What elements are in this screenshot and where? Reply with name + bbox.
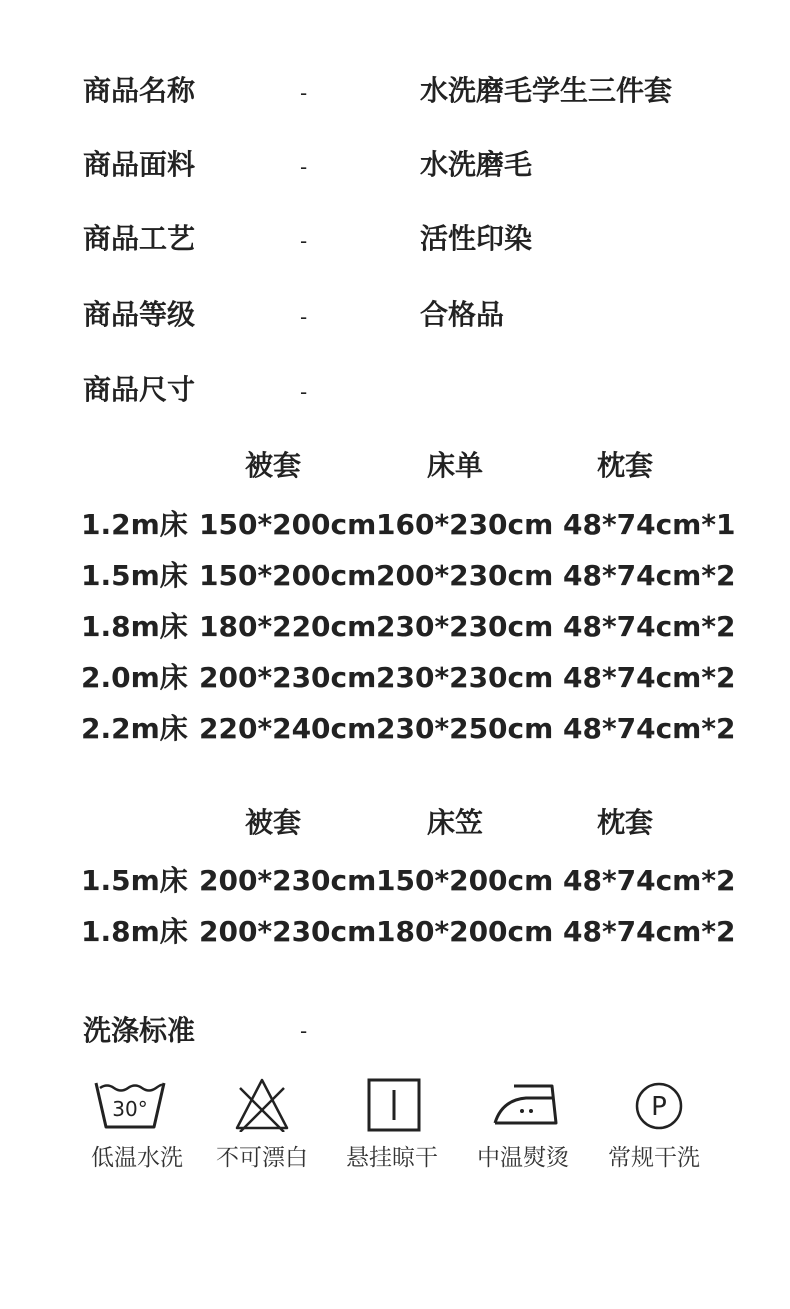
attr-value-fabric: 水洗磨毛 [420, 148, 533, 181]
duvet-size: 200*230cm [199, 864, 377, 897]
pillowcase-size: 48*74cm*1 [563, 508, 736, 541]
pillowcase-size: 48*74cm*2 [563, 864, 736, 897]
pillowcase-size: 48*74cm*2 [563, 661, 736, 694]
bed-size: 2.0m床 [81, 661, 188, 694]
dry-clean-p-icon [634, 1081, 684, 1131]
pillowcase-size: 48*74cm*2 [563, 559, 736, 592]
table1-header-sheet: 床单 [426, 449, 483, 482]
care-label-dry: 悬挂晾干 [346, 1145, 438, 1171]
table2-header-duvet: 被套 [244, 806, 301, 839]
bed-size: 1.5m床 [81, 559, 188, 592]
drip-dry-icon [367, 1078, 421, 1132]
attr-dash-craft: - [300, 229, 308, 253]
pillowcase-size: 48*74cm*2 [563, 712, 736, 745]
care-label-wash: 低温水洗 [91, 1145, 183, 1171]
sheet-size: 230*230cm [376, 610, 554, 643]
attr-value-craft: 活性印染 [420, 222, 533, 255]
bed-size: 1.8m床 [81, 915, 188, 948]
table1-header-duvet: 被套 [244, 449, 301, 482]
sheet-size: 200*230cm [376, 559, 554, 592]
duvet-size: 150*200cm [199, 559, 377, 592]
table2-header-fitted-sheet: 床笠 [426, 806, 483, 839]
attr-label-grade: 商品等级 [83, 298, 196, 331]
care-label-iron: 中温熨烫 [477, 1145, 569, 1171]
care-label-dryclean: 常规干洗 [608, 1145, 700, 1171]
duvet-size: 200*230cm [199, 915, 377, 948]
attr-dash-grade: - [300, 305, 308, 329]
no-bleach-icon [234, 1076, 290, 1132]
fitted-sheet-size: 180*200cm [376, 915, 554, 948]
attr-value-grade: 合格品 [420, 298, 505, 331]
duvet-size: 180*220cm [199, 610, 377, 643]
attr-label-craft: 商品工艺 [83, 222, 196, 255]
attr-value-name: 水洗磨毛学生三件套 [420, 74, 673, 107]
table1-header-pillowcase: 枕套 [596, 449, 653, 482]
attr-label-size: 商品尺寸 [83, 373, 196, 406]
fitted-sheet-size: 150*200cm [376, 864, 554, 897]
bed-size: 1.8m床 [81, 610, 188, 643]
duvet-size: 150*200cm [199, 508, 377, 541]
bed-size: 2.2m床 [81, 712, 188, 745]
sheet-size: 230*230cm [376, 661, 554, 694]
care-title: 洗涤标准 [83, 1014, 196, 1047]
care-dash: - [300, 1019, 308, 1043]
dry-clean-letter: P [651, 1092, 667, 1122]
wash-temp: 30° [112, 1097, 148, 1121]
iron-medium-icon [492, 1082, 558, 1126]
bed-size: 1.5m床 [81, 864, 188, 897]
pillowcase-size: 48*74cm*2 [563, 610, 736, 643]
pillowcase-size: 48*74cm*2 [563, 915, 736, 948]
attr-label-name: 商品名称 [83, 74, 196, 107]
duvet-size: 220*240cm [199, 712, 377, 745]
attr-dash-fabric: - [300, 155, 308, 179]
sheet-size: 230*250cm [376, 712, 554, 745]
care-label-bleach: 不可漂白 [216, 1145, 308, 1171]
attr-dash-size: - [300, 380, 308, 404]
duvet-size: 200*230cm [199, 661, 377, 694]
wash-30-icon [94, 1080, 166, 1132]
attr-dash-name: - [300, 81, 308, 105]
attr-label-fabric: 商品面料 [83, 148, 196, 181]
sheet-size: 160*230cm [376, 508, 554, 541]
table2-header-pillowcase: 枕套 [596, 806, 653, 839]
bed-size: 1.2m床 [81, 508, 188, 541]
